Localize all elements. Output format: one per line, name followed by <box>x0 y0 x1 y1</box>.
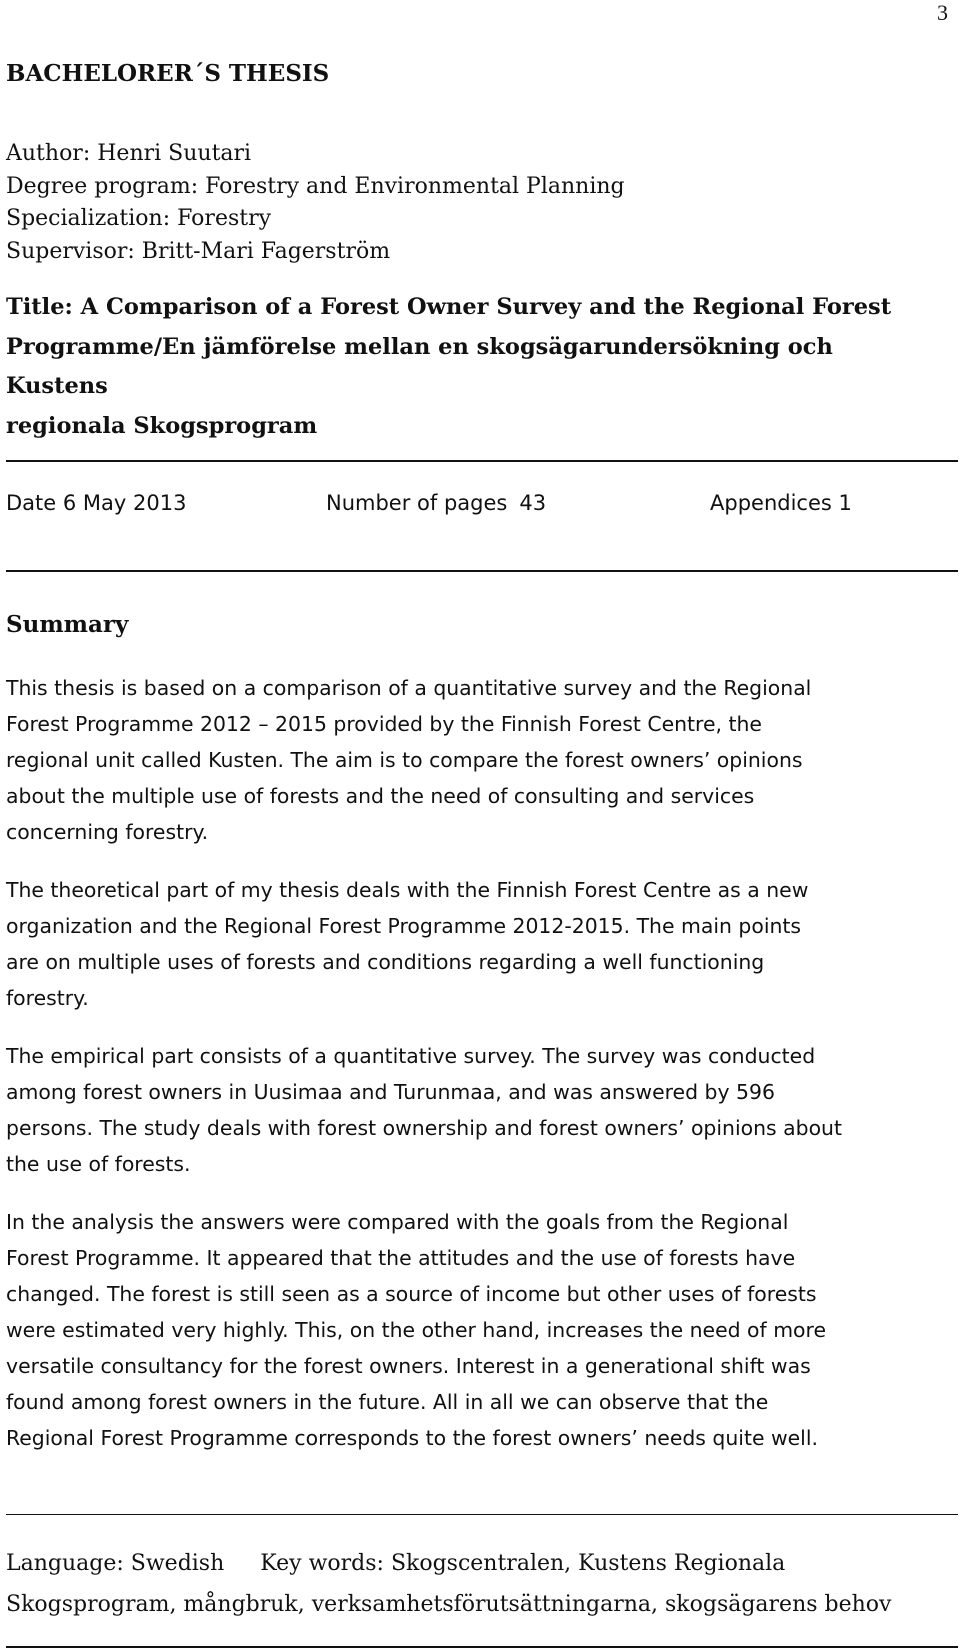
keywords-line-2: Skogsprogram, mångbruk, verksamhetsförutsättningarna, skogsägarens behov <box>6 1592 892 1617</box>
page-number: 3 <box>937 0 948 25</box>
text-line: Forest Programme 2012 – 2015 provided by the Finnish Forest Centre, the <box>6 712 762 736</box>
document-type-heading: BACHELORER´S THESIS <box>6 60 330 87</box>
text-line: about the multiple use of forests and the need of consulting and services <box>6 784 755 808</box>
text-line: versatile consultancy for the forest owners. Interest in a generational shift was <box>6 1354 811 1378</box>
summary-heading: Summary <box>6 611 129 638</box>
date-field: Date 6 May 2013 <box>6 491 187 515</box>
title-line: regionala Skogsprogram <box>6 412 318 439</box>
summary-paragraph <box>6 872 931 1016</box>
text-line: In the analysis the answers were compared with the goals from the Regional <box>6 1210 789 1234</box>
text-line: among forest owners in Uusimaa and Turunmaa, and was answered by 596 <box>6 1080 775 1104</box>
appendices-field: Appendices 1 <box>710 491 852 515</box>
specialization-line: Specialization: Forestry <box>6 206 272 231</box>
text-line: concerning forestry. <box>6 820 209 844</box>
pages-label: Number of pages <box>326 491 508 515</box>
summary-paragraph <box>6 1204 931 1456</box>
thesis-metadata <box>6 138 625 268</box>
text-line: regional unit called Kusten. The aim is to compare the forest owners’ opinions <box>6 748 803 772</box>
text-line: found among forest owners in the future. All in all we can observe that the <box>6 1390 769 1414</box>
summary-paragraph <box>6 1038 931 1182</box>
pages-field <box>326 491 546 515</box>
text-line: The theoretical part of my thesis deals with the Finnish Forest Centre as a new <box>6 878 809 902</box>
divider <box>6 570 958 572</box>
text-line: persons. The study deals with forest ownership and forest owners’ opinions about <box>6 1116 842 1140</box>
text-line: forestry. <box>6 986 89 1010</box>
text-line: changed. The forest is still seen as a source of income but other uses of forests <box>6 1282 817 1306</box>
text-line: This thesis is based on a comparison of a quantitative survey and the Regional <box>6 676 812 700</box>
text-line: the use of forests. <box>6 1152 191 1176</box>
author-line: Author: Henri Suutari <box>6 141 252 166</box>
text-line: The empirical part consists of a quantitative survey. The survey was conducted <box>6 1044 816 1068</box>
keywords-footer <box>6 1543 956 1625</box>
text-line: are on multiple uses of forests and conditions regarding a well functioning <box>6 950 765 974</box>
divider <box>6 1646 958 1648</box>
supervisor-line: Supervisor: Britt-Mari Fagerström <box>6 238 391 264</box>
divider <box>6 1514 958 1515</box>
keywords-line-1: Key words: Skogscentralen, Kustens Regionala <box>260 1551 786 1576</box>
degree-program-line: Degree program: Forestry and Environmental Planning <box>6 173 625 199</box>
pages-value: 43 <box>519 491 547 515</box>
footer-line-1 <box>6 1543 956 1584</box>
text-line: organization and the Regional Forest Programme 2012-2015. The main points <box>6 914 802 938</box>
summary-body <box>6 670 931 1478</box>
language-label: Language: Swedish <box>6 1551 225 1576</box>
divider <box>6 460 958 462</box>
title-line: Programme/En jämförelse mellan en skogsägarundersökning och Kustens <box>6 333 833 399</box>
summary-paragraph <box>6 670 931 850</box>
thesis-title <box>6 288 911 446</box>
title-line: Title: A Comparison of a Forest Owner Survey and the Regional Forest <box>6 294 892 320</box>
text-line: were estimated very highly. This, on the other hand, increases the need of more <box>6 1318 827 1342</box>
text-line: Forest Programme. It appeared that the attitudes and the use of forests have <box>6 1246 796 1270</box>
text-line: Regional Forest Programme corresponds to the forest owners’ needs quite well. <box>6 1426 818 1450</box>
